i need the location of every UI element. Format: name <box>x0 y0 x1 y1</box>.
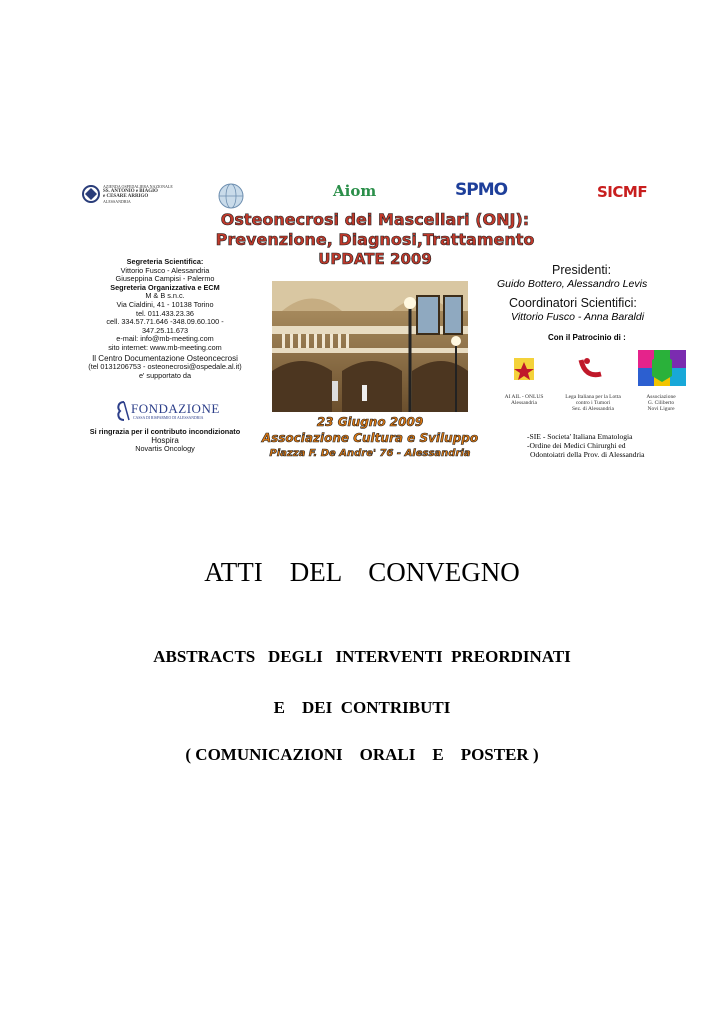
hospital-name: AZIENDA OSPEDALIERA NAZIONALE SS. ANTONIO e BIAGIO e CESARE ARRIGO ALESSANDRIA <box>103 184 173 204</box>
page-title: ATTI DEL CONVEGNO <box>204 557 520 587</box>
conference-banner <box>65 178 675 468</box>
spmo-logo: SPMO <box>455 180 508 200</box>
subtitle-contributi: E DEI CONTRIBUTI <box>273 698 451 717</box>
ail-logo <box>510 356 538 386</box>
left-info-column: Segreteria Scientifica: Vittorio Fusco - Alessandria Giuseppina Campisi - Palermo Segreteria Organizzativa e ECM M & B s.n.c. Via Cialdini, 41 - 10138 Torino tel. 011.433.23.36 cell. 334.57.71.646 -348.09.60.100 - 347.25.11.673 e-mail: info@mb-meeting.com sito internet: www.mb-meeting.com Il Centro Documentazione Osteoncecrosi (tel 0131206753 - osteonecrosi@ospedale.al.it) e' supportato da <box>88 257 242 380</box>
event-title-line-3: UPDATE 2009 <box>318 250 432 268</box>
lilt-logo <box>575 354 607 382</box>
event-venue-address: Piazza F. De Andre' 76 - Alessandria <box>269 448 471 459</box>
presidenti-names: Guido Bottero, Alessandro Levis <box>497 278 648 290</box>
event-title-line-2: Prevenzione, Diagnosi,Trattamento <box>215 230 535 249</box>
coordinatori-label: Coordinatori Scientifici: <box>509 296 637 310</box>
ail-caption: AI AIL - ONLUS Alessandria <box>504 394 544 406</box>
subtitle-abstracts: ABSTRACTS DEGLI INTERVENTI PREORDINATI <box>153 647 571 666</box>
fondazione-name: FONDAZIONE <box>131 401 220 416</box>
aiom-logo: Aiom <box>333 182 377 200</box>
fondazione-logo <box>115 400 225 424</box>
presidenti-label: Presidenti: <box>552 263 612 277</box>
event-title-line-1: Osteonecrosi dei Mascellari (ONJ): <box>220 210 530 229</box>
sie-block: -SIE - Societa' Italiana Ematologia -Ordine dei Medici Chirurghi ed Odontoiatri della Prov. di Alessandria <box>527 432 645 459</box>
cilibert-logo <box>638 350 686 386</box>
sicmf-logo: SICMF <box>597 183 648 201</box>
thanks-block: Si ringrazia per il contributo incondizionato Hospira Novartis Oncology <box>89 427 241 454</box>
event-date: 23 Giugno 2009 <box>316 415 424 429</box>
patrocinio-label: Con il Patrocinio di : <box>548 333 626 342</box>
lilt-caption: Lega Italiana per la Lotta contro i Tumori Sez. di Alessandria <box>565 394 621 412</box>
cilibert-caption: Associazione G. Ciliberto Novi Ligure <box>646 394 676 412</box>
event-venue: Associazione Cultura e Sviluppo <box>261 431 479 445</box>
globe-logo <box>218 183 244 209</box>
fondazione-sub: CASSA DI RISPARMIO DI ALESSANDRIA <box>133 416 204 420</box>
hospital-logo <box>81 184 101 204</box>
subtitle-comunicazioni: ( COMUNICAZIONI ORALI E POSTER ) <box>185 745 539 764</box>
venue-photo <box>272 281 468 412</box>
coordinatori-names: Vittorio Fusco - Anna Baraldi <box>511 311 645 323</box>
